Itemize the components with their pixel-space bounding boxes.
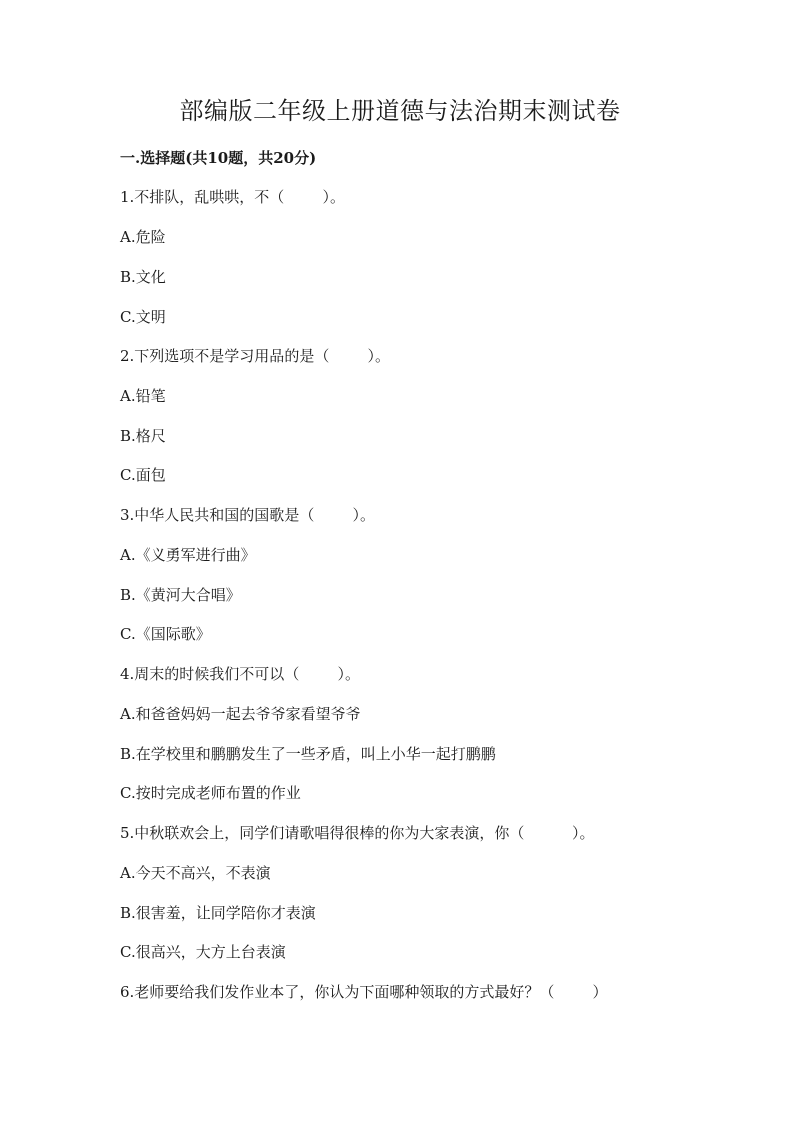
question-stem: 5.中秋联欢会上，同学们请歌唱得很棒的你为大家表演，你（ ）。: [120, 824, 595, 842]
option-b: B.在学校里和鹏鹏发生了一些矛盾，叫上小华一起打鹏鹏: [120, 745, 496, 763]
option-b: B.文化: [120, 268, 166, 286]
question-stem: 1.不排队，乱哄哄，不（ ）。: [120, 188, 345, 206]
question-stem: 2.下列选项不是学习用品的是（ ）。: [120, 347, 390, 365]
option-c: C.按时完成老师布置的作业: [120, 784, 301, 802]
option-c: C.《国际歌》: [120, 625, 211, 643]
question-stem: 3.中华人民共和国的国歌是（ ）。: [120, 506, 375, 524]
option-a: A.《义勇军进行曲》: [120, 546, 256, 564]
page-title: 部编版二年级上册道德与法治期末测试卷: [179, 97, 621, 125]
option-c: C.文明: [120, 308, 166, 326]
option-c: C.面包: [120, 466, 166, 484]
question-stem: 4.周末的时候我们不可以（ ）。: [120, 665, 360, 683]
option-a: A.铅笔: [120, 387, 166, 405]
option-b: B.格尺: [120, 427, 166, 445]
option-b: B.很害羞，让同学陪你才表演: [120, 904, 316, 922]
section-heading: 一.选择题(共10题，共20分): [120, 149, 317, 167]
option-a: A.和爸爸妈妈一起去爷爷家看望爷爷: [120, 705, 361, 723]
option-a: A.今天不高兴，不表演: [120, 864, 271, 882]
option-a: A.危险: [120, 228, 166, 246]
option-c: C.很高兴，大方上台表演: [120, 943, 286, 961]
option-b: B.《黄河大合唱》: [120, 586, 241, 604]
question-stem: 6.老师要给我们发作业本了，你认为下面哪种领取的方式最好？（ ）: [120, 983, 608, 1001]
